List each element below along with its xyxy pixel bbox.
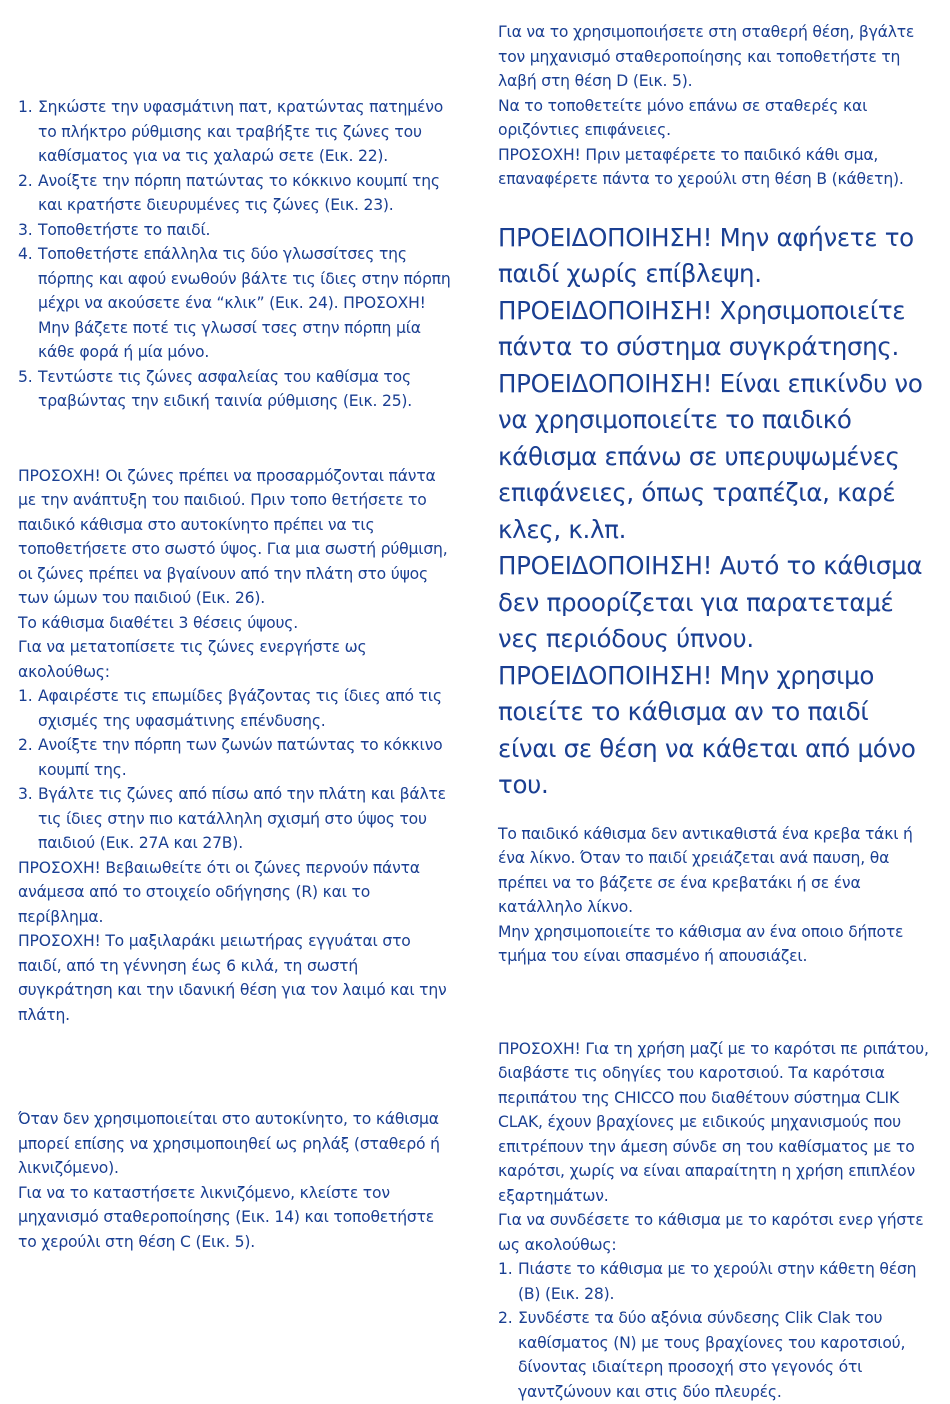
list-text: Τοποθετήστε επάλληλα τις δύο γλωσσίτσες της πόρπης και αφού ενωθούν βάλτε τις ίδιες στην πόρπη μέχρι να ακούσετε ένα “κλικ” (Εικ. 24). ΠΡΟΣΟΧΗ! Μην βάζετε ποτέ τις γλωσσί τσες στην πόρπη μία κάθε φορά ή μία μόνο. — [38, 245, 451, 361]
warning-sitting-child: ΠΡΟΕΙΔΟΠΟΙΗΣΗ! Μην χρησιμο ποιείτε το κάθισμα αν το παιδί είναι σε θέση να κάθεται από μόνο του. — [498, 660, 916, 799]
list-item — [18, 684, 453, 733]
list-number: 2. — [18, 736, 33, 754]
list-item — [498, 1257, 933, 1306]
list-number: 1. — [18, 98, 33, 116]
guide-warning-paragraph: ΠΡΟΣΟΧΗ! Βεβαιωθείτε ότι οι ζώνες περνούν πάντα ανάμεσα από το στοιχείο οδήγησης (R) και το περίβλημα. — [18, 858, 420, 926]
rocking-paragraph: Για να το καταστήσετε λικνιζόμενο, κλείστε τον μηχανισμό σταθεροποίησης (Εικ. 14) και τοποθετήστε το χερούλι στη θέση C (Εικ. 5). — [18, 1183, 435, 1251]
list-text: Βγάλτε τις ζώνες από πίσω από την πλάτη και βάλτε τις ίδιες στην πιο κατάλληλη σχισμή στο ύψος του παιδιού (Εικ. 27A και 27B). — [38, 785, 446, 852]
instruction-list-fastening — [18, 95, 453, 414]
connect-paragraph: Για να συνδέσετε το κάθισμα με το καρότσι ενερ γήστε ως ακολούθως: — [498, 1211, 924, 1254]
list-item — [18, 733, 453, 782]
surface-paragraph: Να το τοποθετείτε μόνο επάνω σε σταθερές και οριζόντιες επιφάνειες. — [498, 96, 868, 139]
left-column — [18, 95, 453, 1254]
list-number: 1. — [498, 1260, 513, 1278]
list-number: 2. — [498, 1309, 513, 1327]
right-column — [498, 20, 933, 1404]
list-number: 3. — [18, 785, 33, 803]
warning-sleep: ΠΡΟΕΙΔΟΠΟΙΗΣΗ! Αυτό το κάθισμα δεν προορίζεται για παρατεταμέ νες περιόδους ύπνου. — [498, 551, 923, 653]
list-item — [18, 782, 453, 856]
list-text: Τεντώστε τις ζώνες ασφαλείας του καθίσμα τος τραβώντας την ειδική ταινία ρύθμισης (Εικ. 25). — [38, 367, 413, 410]
list-number: 4. — [18, 245, 33, 263]
list-text: Ανοίξτε την πόρπη των ζωνών πατώντας το κόκκινο κουμπί της. — [38, 736, 443, 779]
warning-supervision: ΠΡΟΕΙΔΟΠΟΙΗΣΗ! Μην αφήνετε το παιδί χωρίς επίβλεψη. — [498, 222, 914, 288]
list-text: Συνδέστε τα δύο αξόνια σύνδεσης Clik Clak του καθίσματος (N) με τους βραχίονες του καροτσιού, δίνοντας ιδιαίτερη προσοχή στο γεγονός ότι γαντζώνουν και στις δύο πλευρές. — [518, 1309, 906, 1401]
bed-paragraph: Το παιδικό κάθισμα δεν αντικαθιστά ένα κρεβα τάκι ή ένα λίκνο. Όταν το παιδί χρειάζεται ανά παυση, θα πρέπει να το βάζετε σε ένα κρεβατάκι ή σε ένα κατάλληλο λίκνο. — [498, 824, 913, 916]
warning-restraint: ΠΡΟΕΙΔΟΠΟΙΗΣΗ! Χρησιμοποιείτε πάντα το σύστημα συγκράτησης. — [498, 295, 906, 361]
list-number: 3. — [18, 220, 33, 239]
rocker-paragraph: Όταν δεν χρησιμοποιείται στο αυτοκίνητο, το κάθισμα μπορεί επίσης να χρησιμοποιηθεί ως ρηλάξ (σταθερό ή λικνιζόμενο). — [18, 1110, 440, 1177]
list-number: 2. — [18, 171, 33, 190]
list-number: 1. — [18, 687, 33, 705]
list-item — [18, 169, 453, 218]
warning-raised-surfaces: ΠΡΟΕΙΔΟΠΟΙΗΣΗ! Είναι επικίνδυ νο να χρησιμοποιείτε το παιδικό κάθισμα επάνω σε υπερυψωμένες επιφάνειες, όπως τραπέζια, καρέ κλες, κ.λπ. — [498, 368, 923, 544]
list-text: Τοποθετήστε το παιδί. — [38, 220, 211, 239]
harness-warning-paragraph: ΠΡΟΣΟΧΗ! Οι ζώνες πρέπει να προσαρμόζονται πάντα με την ανάπτυξη του παιδιού. Πριν τοπο θετήσετε το παιδικό κάθισμα στο αυτοκίνητο πρέπει να τις τοποθετήσετε στο σωστό ύψος. Για μια σωστή ρύθμιση, οι ζώνες πρέπει να βγαίνουν από την πλάτη στο ύψος των ώμων του παιδιού (Εικ. 26). — [18, 466, 448, 607]
instruction-list-stroller — [498, 1257, 933, 1404]
list-item — [498, 1306, 933, 1404]
fixed-position-paragraph: Για να το χρησιμοποιήσετε στη σταθερή θέση, βγάλτε τον μηχανισμό σταθεροποίησης και τοποθετήστε τη λαβή στη θέση D (Εικ. 5). — [498, 23, 915, 90]
list-item — [18, 95, 453, 169]
carry-warning-paragraph: ΠΡΟΣΟΧΗ! Πριν μεταφέρετε το παιδικό κάθι σμα, επαναφέρετε πάντα το χερούλι στη θέση B (κάθετη). — [498, 145, 904, 188]
list-number: 5. — [18, 367, 33, 386]
instruction-list-harness-height — [18, 684, 453, 856]
list-text: Σηκώστε την υφασμάτινη πατ, κρατώντας πατημένο το πλήκτρο ρύθμισης και τραβήξτε τις ζώνες του καθίσματος για να τις χαλαρώ σετε (Εικ. 22). — [38, 98, 444, 165]
list-text: Αφαιρέστε τις επωμίδες βγάζοντας τις ίδιες από τις σχισμές της υφασμάτινης επένδυσης. — [38, 687, 442, 730]
broken-parts-paragraph: Μην χρησιμοποιείτε το κάθισμα αν ένα οποιο δήποτε τμήμα του είναι σπασμένο ή απουσιάζει. — [498, 922, 904, 965]
list-text: Πιάστε το κάθισμα με το χερούλι στην κάθετη θέση (B) (Εικ. 28). — [518, 1260, 917, 1303]
list-item — [18, 365, 453, 414]
stroller-paragraph: ΠΡΟΣΟΧΗ! Για τη χρήση μαζί με το καρότσι πε ριπάτου, διαβάστε τις οδηγίες του καροτσιού. Τα καρότσια περιπάτου της CHICCO που διαθέτουν σύστημα CLIK CLAK, έχουν βραχίονες με ειδικούς μηχανισμούς που επιτρέπουν την άμεση σύνδε ση του καθίσματος με το καρότσι, χωρίς να είναι απαραίτητη η χρήση επιπλέον εξαρτημάτων. — [498, 1039, 929, 1205]
cushion-warning-paragraph: ΠΡΟΣΟΧΗ! Το μαξιλαράκι μειωτήρας εγγυάται στο παιδί, από τη γέννηση έως 6 κιλά, τη σωστή συγκράτηση και την ιδανική θέση για τον λαιμό και την πλάτη. — [18, 932, 447, 1024]
list-text: Ανοίξτε την πόρπη πατώντας το κόκκινο κουμπί της και κρατήστε διευρυμένες τις ζώνες (Εικ. 23). — [38, 171, 440, 214]
list-item — [18, 242, 453, 365]
list-item — [18, 218, 453, 243]
move-harness-paragraph: Για να μετατοπίσετε τις ζώνες ενεργήστε ως ακολούθως: — [18, 638, 367, 681]
height-positions-paragraph: Το κάθισμα διαθέτει 3 θέσεις ύψους. — [18, 613, 298, 632]
